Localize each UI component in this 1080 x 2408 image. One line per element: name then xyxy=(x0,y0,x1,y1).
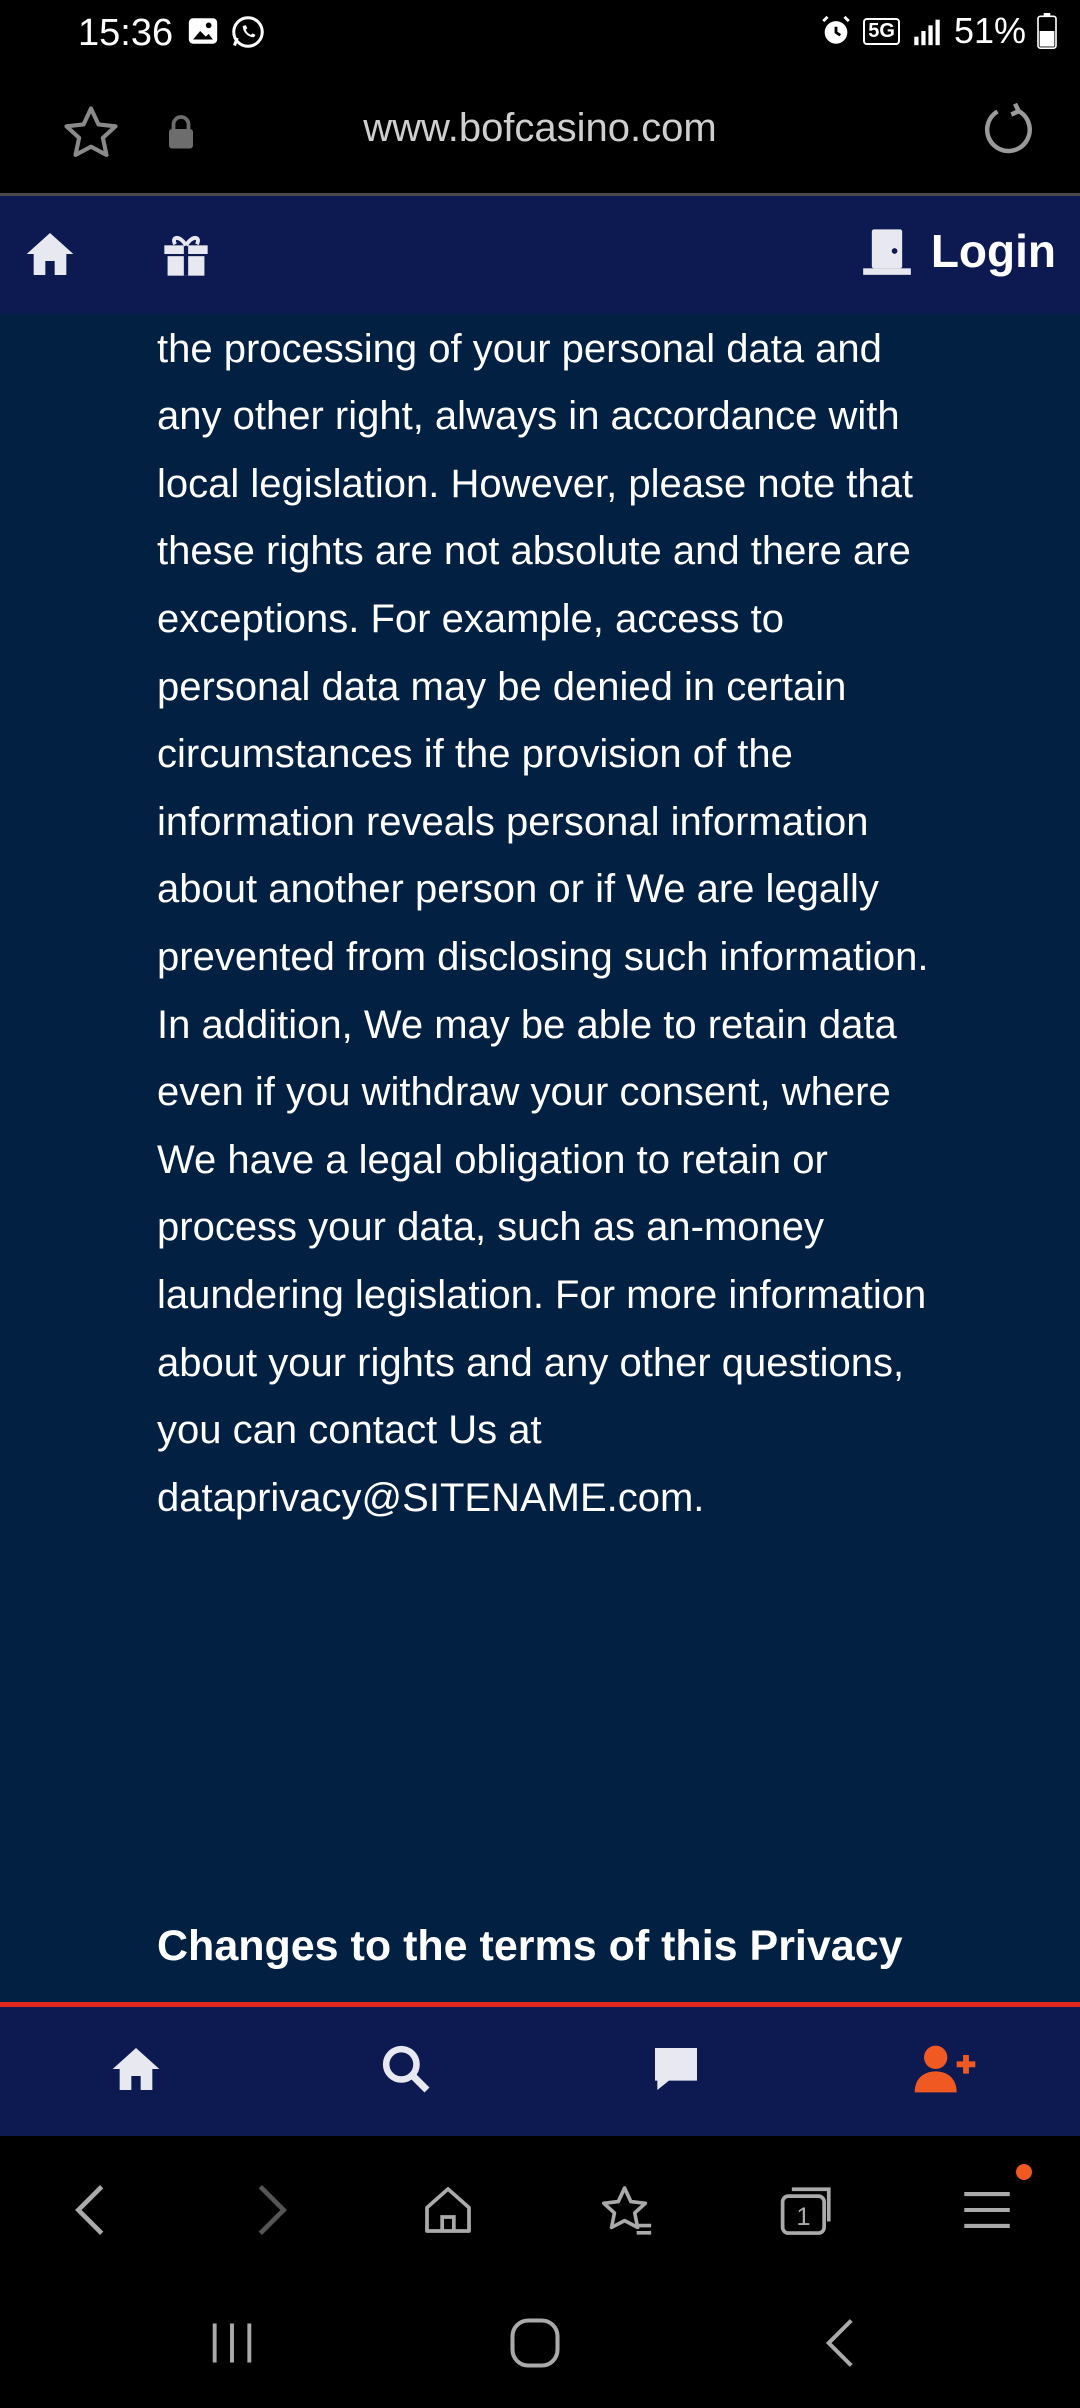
tabs-icon[interactable] xyxy=(778,2182,838,2238)
battery-icon xyxy=(1036,13,1058,49)
menu-icon[interactable] xyxy=(962,2182,1012,2238)
site-header xyxy=(0,196,1080,314)
status-time: 15:36 xyxy=(78,12,174,54)
add-user-icon[interactable] xyxy=(912,2041,978,2097)
chat-icon[interactable] xyxy=(648,2041,704,2097)
alarm-icon xyxy=(819,14,853,48)
privacy-content xyxy=(0,314,1080,2002)
notification-dot xyxy=(1016,2164,1032,2180)
whatsapp-icon xyxy=(230,14,266,50)
site-bottom-nav xyxy=(0,2002,1080,2136)
svg-text:1: 1 xyxy=(796,2203,811,2231)
door-icon xyxy=(861,225,913,277)
system-nav-bar xyxy=(0,2278,1080,2408)
home-icon[interactable] xyxy=(108,2041,164,2097)
login-label: Login xyxy=(930,225,1056,277)
back-icon[interactable] xyxy=(70,2182,110,2238)
recent-apps-icon[interactable] xyxy=(206,2316,258,2370)
privacy-paragraph: the processing of your personal data and any other right, always in accordance with local legislation. However, please note that these rights are not absolute and there are exceptions. For example, access to personal data may be denied in certain circumstances if the provision of the information reveals personal information about another person or if We are legally prevented from disclosing such information. In addition, We may be able to retain data even if you withdraw your consent, where We have a legal obligation to retain or process your data, such as an-money laundering legislation. For more information about your rights and any other questions, you can contact Us at dataprivacy@SITENAME.com. xyxy=(157,326,929,1520)
home-page-icon[interactable] xyxy=(420,2182,476,2238)
home-icon[interactable] xyxy=(22,226,78,282)
bookmarks-icon[interactable] xyxy=(598,2182,656,2240)
section-heading: Changes to the terms of this Privacy xyxy=(157,1922,903,1970)
reload-icon[interactable] xyxy=(980,100,1040,160)
url-text[interactable]: www.bofcasino.com xyxy=(363,106,717,150)
browser-url-bar xyxy=(0,66,1080,196)
signal-icon xyxy=(910,14,944,48)
system-back-icon[interactable] xyxy=(822,2316,858,2370)
network-type: 5G xyxy=(863,18,900,45)
login-button[interactable] xyxy=(861,224,1056,278)
browser-toolbar xyxy=(0,2136,1080,2278)
gallery-icon xyxy=(186,14,220,48)
gift-icon[interactable] xyxy=(160,226,212,282)
status-bar xyxy=(0,0,1080,66)
search-icon[interactable] xyxy=(378,2041,434,2097)
system-home-icon[interactable] xyxy=(508,2316,562,2370)
forward-icon[interactable] xyxy=(252,2182,292,2238)
battery-percent: 51% xyxy=(953,10,1026,51)
